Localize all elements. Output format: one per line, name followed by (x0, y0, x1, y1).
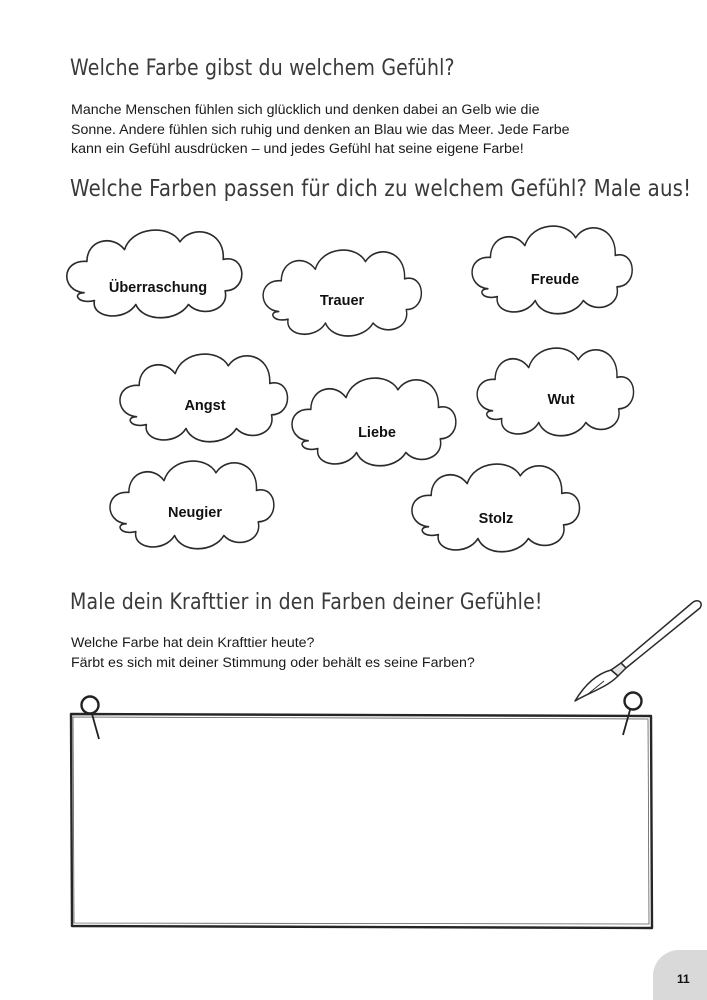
pushpin-icon (82, 697, 100, 740)
cloud-outline (472, 226, 632, 314)
task-paragraph (71, 634, 475, 673)
intro-line-1: Manche Menschen fühlen sich glücklich und denken dabei an Gelb wie die (71, 102, 540, 118)
drawing-frame[interactable] (71, 714, 652, 928)
cloud-outline (67, 230, 242, 318)
cloud-stolz[interactable] (412, 464, 580, 552)
cloud-label-stolz: Stolz (478, 511, 514, 527)
task-line-1: Welche Farbe hat dein Krafttier heute? (71, 635, 315, 651)
paintbrush-icon (575, 601, 701, 701)
section3-heading: Male dein Krafttier in den Farben deiner Gefühle! (70, 590, 543, 615)
cloud-label-trauer: Trauer (319, 293, 365, 309)
cloud-label-angst: Angst (184, 398, 226, 414)
cloud-outline (292, 378, 456, 466)
page-number-badge (653, 950, 707, 1000)
cloud-label-neugier: Neugier (168, 505, 222, 521)
cloud-label-ueberraschung: Überraschung (108, 280, 208, 296)
cloud-label-wut: Wut (547, 392, 575, 408)
cloud-label-liebe: Liebe (358, 425, 396, 441)
cloud-label-freude: Freude (530, 272, 580, 288)
pushpin-icon (623, 693, 642, 736)
cloud-freude[interactable] (472, 226, 632, 314)
task-line-2: Färbt es sich mit deiner Stimmung oder behält es seine Farben? (71, 654, 475, 671)
cloud-liebe[interactable] (292, 378, 456, 466)
section1-heading: Welche Farbe gibst du welchem Gefühl? (70, 56, 455, 81)
section2-heading: Welche Farben passen für dich zu welchem Gefühl? Male aus! (70, 176, 692, 202)
page-number: 11 (677, 972, 690, 986)
cloud-outline (412, 464, 580, 552)
cloud-ueberraschung[interactable] (67, 230, 242, 318)
intro-line-2: Sonne. Andere fühlen sich ruhig und denken an Blau wie das Meer. Jede Farbe (71, 121, 570, 138)
intro-line-3: kann ein Gefühl ausdrücken – und jedes Gefühl hat seine eigene Farbe! (71, 141, 524, 157)
